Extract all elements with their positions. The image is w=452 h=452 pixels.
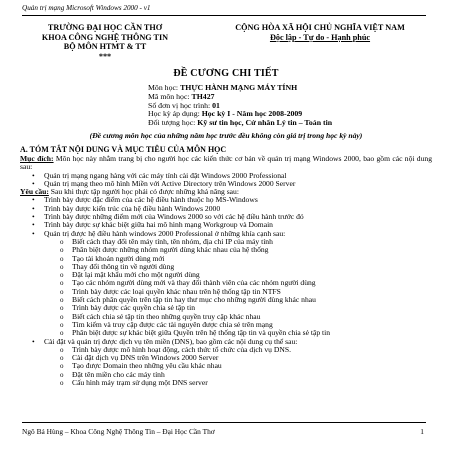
sub-list-item: o Trình bày được các quyền chia sẻ tập tin <box>20 304 432 312</box>
nation-header <box>212 23 428 42</box>
university-name: TRƯỜNG ĐẠI HỌC CẦN THƠ <box>47 23 163 32</box>
course-info-row: Mã môn học: TH427 <box>148 91 215 101</box>
sub-list-item: o Cấu hình máy trạm sử dụng một DNS server <box>20 379 432 387</box>
list-item: • Trình bày được kiến trúc của hệ điều hành Windows 2000 <box>20 205 432 213</box>
list-item: • Trình bày được sự khác biệt giữa hai mô hình mạng Workgroup và Domain <box>20 221 432 229</box>
course-info-row: Học kỳ áp dụng: Học kỳ I - Năm học 2008-2009 <box>148 109 303 119</box>
sub-list-item: o Phân biệt được sự khác biệt giữa Quyền trên hệ thống tập tin và quyền chia sẻ tập tin <box>20 329 432 337</box>
purpose-paragraph: Mục đích: Môn học này nhằm trang bị cho người học các kiến thức cơ bản về quản trị mạng Windows 2000, bao gồm các nội dung sau: <box>20 154 432 172</box>
course-info <box>148 84 332 128</box>
document-title: ĐỀ CƯƠNG CHI TIẾT <box>173 68 279 79</box>
sub-list-item: o Đặt lại mật khẩu mới cho một người dùng <box>20 271 432 279</box>
running-header: Quản trị mạng Microsoft Windows 2000 - v1 <box>22 4 151 12</box>
footer-rule <box>22 422 426 423</box>
sub-list-item: o Biết cách phân quyền trên tập tin hay thư mục cho những người dùng khác nhau <box>20 296 432 304</box>
header-stars: *** <box>98 51 112 61</box>
sub-list-item: o Cài đặt dịch vụ DNS trên Windows 2000 Server <box>20 354 432 362</box>
sub-list-item: o Tạo các nhóm người dùng mới và thay đổi thành viên của các nhóm người dùng <box>20 279 432 287</box>
list-item: • Quản trị được hệ điều hành windows 2000 Professional ở những khía cạnh sau: <box>20 230 432 238</box>
sub-list-item: o Biết cách chia sẻ tập tin theo những quyền truy cập khác nhau <box>20 313 432 321</box>
validity-note: (Đề cương môn học của những năm học trước đều không còn giá trị trong học kỳ này) <box>89 131 363 140</box>
sub-list-item: o Trình bày được các loại quyền khác nhau trên hệ thống tập tin NTFS <box>20 288 432 296</box>
sub-list-item: o Tìm kiếm và truy cập được các tài nguyên được chia sẻ trên mạng <box>20 321 432 329</box>
sub-list-item: o Biết cách thay đổi tên máy tính, tên nhóm, địa chỉ IP của máy tính <box>20 238 432 246</box>
sub-list-item: o Thay đổi thông tin về người dùng <box>20 263 432 271</box>
section-a-heading: A. TÓM TẮT NỘI DUNG VÀ MỤC TIÊU CỦA MÔN HỌC <box>20 145 227 154</box>
faculty-name: KHOA CÔNG NGHỆ THÔNG TIN <box>41 32 169 42</box>
sub-list-item: o Tạo tài khoản người dùng mới <box>20 255 432 263</box>
page-number: 1 <box>420 427 424 436</box>
section-a-body <box>20 155 432 387</box>
list-item: • Cài đặt và quản trị được dịch vụ tên miền (DNS), bao gồm các nội dung cụ thể sau: <box>20 338 432 346</box>
university-header <box>20 23 190 61</box>
course-info-row: Đối tượng học: Kỹ sư tin học, Cử nhân Lý tin – Toán tin <box>148 118 333 128</box>
sub-list-item: o Trình bày được mô hình hoạt động, cách thức tổ chức của dịch vụ DNS. <box>20 346 432 354</box>
list-item: • Trình bày được đặc điểm của các hệ điều hành thuộc họ MS-Windows <box>20 196 432 204</box>
list-item: • Quản trị mạng theo mô hình Miền với Active Directory trên Windows 2000 Server <box>20 180 432 188</box>
list-item: • Quản trị mạng ngang hàng với các máy tính cài đặt Windows 2000 Professional <box>20 172 432 180</box>
list-item: • Trình bày được những điểm mới của Windows 2000 so với các hệ điều hành trước đó <box>20 213 432 221</box>
sub-list-item: o Tạo được Domain theo những yêu cầu khác nhau <box>20 362 432 370</box>
nation-motto: Độc lập - Tự do - Hạnh phúc <box>269 32 371 42</box>
sub-list-item: o Đặt tên miền cho các máy tính <box>20 371 432 379</box>
course-info-row: Số đơn vị học trình: 01 <box>148 100 220 110</box>
nation-name: CỘNG HÒA XÃ HỘI CHỦ NGHĨA VIỆT NAM <box>235 23 405 32</box>
requirements-paragraph: Yêu cầu: Sau khi thực tập người học phải có được những khả năng sau: <box>20 187 239 197</box>
header-rule <box>22 15 426 16</box>
sub-list-item: o Phân biệt được những nhóm người dùng khác nhau của hệ thống <box>20 246 432 254</box>
course-info-row: Môn học: THỰC HÀNH MẠNG MÁY TÍNH <box>148 83 298 92</box>
department-name: BỘ MÔN HTMT & TT <box>63 42 147 52</box>
footer-text: Ngô Bá Hùng – Khoa Công Nghệ Thông Tin – Đại Học Cần Thơ <box>22 427 215 436</box>
